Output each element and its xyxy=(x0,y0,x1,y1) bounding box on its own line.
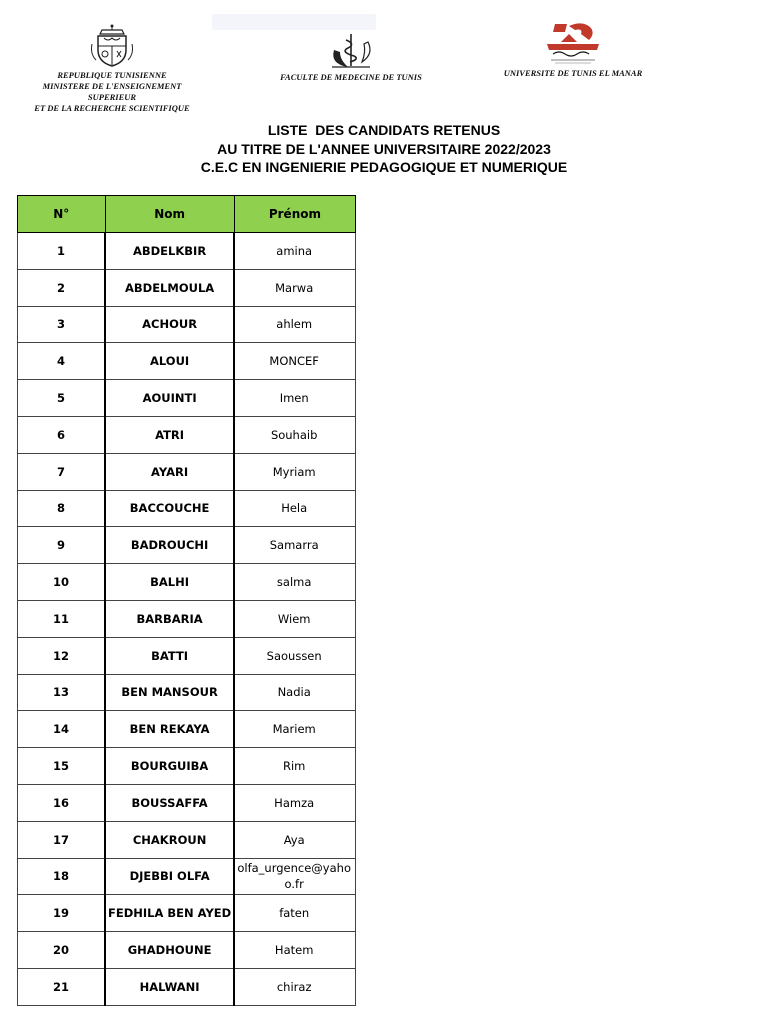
row-first-name xyxy=(234,306,356,343)
row-first-name-text: amina xyxy=(276,243,313,258)
header-number: N° xyxy=(18,196,106,233)
row-first-name-text: Hatem xyxy=(274,943,314,958)
row-first-name-text: olfa_urgence@yahoo.fr xyxy=(237,861,351,892)
row-first-name xyxy=(234,711,356,748)
header-first-name: Prénom xyxy=(234,196,356,233)
row-first-name-text: Myriam xyxy=(272,464,316,479)
row-first-name-text: Marwa xyxy=(275,280,314,295)
row-first-name-text: MONCEF xyxy=(269,354,319,369)
row-first-name xyxy=(234,564,356,601)
row-number: 11 xyxy=(18,600,106,637)
row-first-name xyxy=(234,674,356,711)
title-line-1: LISTE DES CANDIDATS RETENUS xyxy=(267,122,501,138)
row-number: 21 xyxy=(18,968,106,1005)
title-line-3: C.E.C EN INGENIERIE PEDAGOGIQUE ET NUMERIQUE xyxy=(200,159,568,175)
table-row xyxy=(18,821,356,858)
row-first-name xyxy=(234,416,356,453)
table-row xyxy=(18,490,356,527)
row-first-name xyxy=(234,968,356,1005)
table-row xyxy=(18,564,356,601)
candidates-table xyxy=(17,195,356,1006)
row-last-name: BACCOUCHE xyxy=(105,490,234,527)
row-last-name: BADROUCHI xyxy=(105,527,234,564)
ministry-header xyxy=(18,24,206,114)
row-last-name: AOUINTI xyxy=(105,380,234,417)
row-number: 3 xyxy=(18,306,106,343)
row-first-name xyxy=(234,453,356,490)
row-first-name-text: ahlem xyxy=(276,317,313,332)
row-last-name: HALWANI xyxy=(105,968,234,1005)
row-last-name: BEN REKAYA xyxy=(105,711,234,748)
row-number: 14 xyxy=(18,711,106,748)
row-first-name xyxy=(234,269,356,306)
title-line-2: AU TITRE DE L'ANNEE UNIVERSITAIRE 2022/2023 xyxy=(217,140,551,157)
row-number: 13 xyxy=(18,674,106,711)
row-number: 1 xyxy=(18,233,106,270)
row-number: 5 xyxy=(18,380,106,417)
row-first-name xyxy=(234,748,356,785)
row-last-name: BATTI xyxy=(105,637,234,674)
university-header xyxy=(500,20,646,79)
table-header-row xyxy=(18,196,356,233)
row-first-name xyxy=(234,380,356,417)
row-number: 10 xyxy=(18,564,106,601)
table-row xyxy=(18,858,356,895)
row-first-name-text: Wiem xyxy=(277,611,311,626)
row-first-name-text: salma xyxy=(276,575,312,590)
row-number: 8 xyxy=(18,490,106,527)
row-number: 18 xyxy=(18,858,106,895)
tunisia-coat-of-arms-icon xyxy=(88,24,136,68)
table-row xyxy=(18,711,356,748)
row-first-name-text: Saoussen xyxy=(266,648,322,663)
row-first-name-text: chiraz xyxy=(276,979,312,994)
row-number: 9 xyxy=(18,527,106,564)
table-row xyxy=(18,748,356,785)
row-last-name: ABDELMOULA xyxy=(105,269,234,306)
table-row xyxy=(18,416,356,453)
table-body xyxy=(18,233,356,1006)
row-last-name: ATRI xyxy=(105,416,234,453)
row-first-name xyxy=(234,343,356,380)
row-first-name-text: Mariem xyxy=(272,722,316,737)
row-first-name xyxy=(234,233,356,270)
row-first-name xyxy=(234,895,356,932)
row-last-name: ACHOUR xyxy=(105,306,234,343)
faculty-header-text: FACULTE DE MEDECINE DE TUNIS xyxy=(280,72,422,82)
row-number: 7 xyxy=(18,453,106,490)
watermark-bar xyxy=(212,14,376,30)
table-row xyxy=(18,380,356,417)
table-row xyxy=(18,600,356,637)
table-row xyxy=(18,269,356,306)
row-number: 20 xyxy=(18,932,106,969)
row-number: 17 xyxy=(18,821,106,858)
faculty-header xyxy=(278,32,424,83)
university-header-text: UNIVERSITE DE TUNIS EL MANAR xyxy=(503,68,643,78)
document-title xyxy=(110,121,658,177)
row-first-name xyxy=(234,858,356,895)
header-last-name: Nom xyxy=(105,196,234,233)
row-first-name-text: Souhaib xyxy=(270,427,318,442)
row-first-name xyxy=(234,784,356,821)
row-last-name: BOUSSAFFA xyxy=(105,784,234,821)
row-first-name-text: Samarra xyxy=(269,538,319,553)
ministry-header-text: REPUBLIQUE TUNISIENNE MINISTERE DE L'ENSEIGNEMENT SUPERIEUR ET DE LA RECHERCHE SCIENTIFIQUE xyxy=(34,70,190,113)
row-last-name: BARBARIA xyxy=(105,600,234,637)
row-first-name-text: faten xyxy=(279,906,310,921)
row-first-name xyxy=(234,932,356,969)
row-last-name: CHAKROUN xyxy=(105,821,234,858)
row-number: 4 xyxy=(18,343,106,380)
table-row xyxy=(18,306,356,343)
row-first-name-text: Hela xyxy=(281,501,308,516)
row-number: 2 xyxy=(18,269,106,306)
row-first-name-text: Imen xyxy=(279,391,309,406)
university-tunis-el-manar-logo-icon xyxy=(539,20,607,66)
table-row xyxy=(18,674,356,711)
table-row xyxy=(18,784,356,821)
table-row xyxy=(18,637,356,674)
row-last-name: ALOUI xyxy=(105,343,234,380)
row-last-name: FEDHILA BEN AYED xyxy=(105,895,234,932)
row-first-name xyxy=(234,821,356,858)
table-row xyxy=(18,932,356,969)
row-number: 15 xyxy=(18,748,106,785)
table-row xyxy=(18,968,356,1005)
row-number: 19 xyxy=(18,895,106,932)
row-last-name: BEN MANSOUR xyxy=(105,674,234,711)
row-first-name-text: Rim xyxy=(282,759,306,774)
table-row xyxy=(18,527,356,564)
row-last-name: AYARI xyxy=(105,453,234,490)
faculty-medicine-emblem-icon xyxy=(326,32,376,70)
row-first-name-text: Aya xyxy=(283,832,305,847)
row-first-name-text: Nadia xyxy=(277,685,311,700)
table-row xyxy=(18,343,356,380)
row-last-name: ABDELKBIR xyxy=(105,233,234,270)
table-row xyxy=(18,895,356,932)
row-last-name: BALHI xyxy=(105,564,234,601)
row-first-name xyxy=(234,490,356,527)
row-number: 6 xyxy=(18,416,106,453)
row-number: 16 xyxy=(18,784,106,821)
row-first-name xyxy=(234,600,356,637)
row-first-name xyxy=(234,637,356,674)
row-number: 12 xyxy=(18,637,106,674)
row-first-name-text: Hamza xyxy=(274,795,315,810)
row-last-name: DJEBBI OLFA xyxy=(105,858,234,895)
row-last-name: GHADHOUNE xyxy=(105,932,234,969)
table-row xyxy=(18,233,356,270)
row-last-name: BOURGUIBA xyxy=(105,748,234,785)
table-row xyxy=(18,453,356,490)
row-first-name xyxy=(234,527,356,564)
